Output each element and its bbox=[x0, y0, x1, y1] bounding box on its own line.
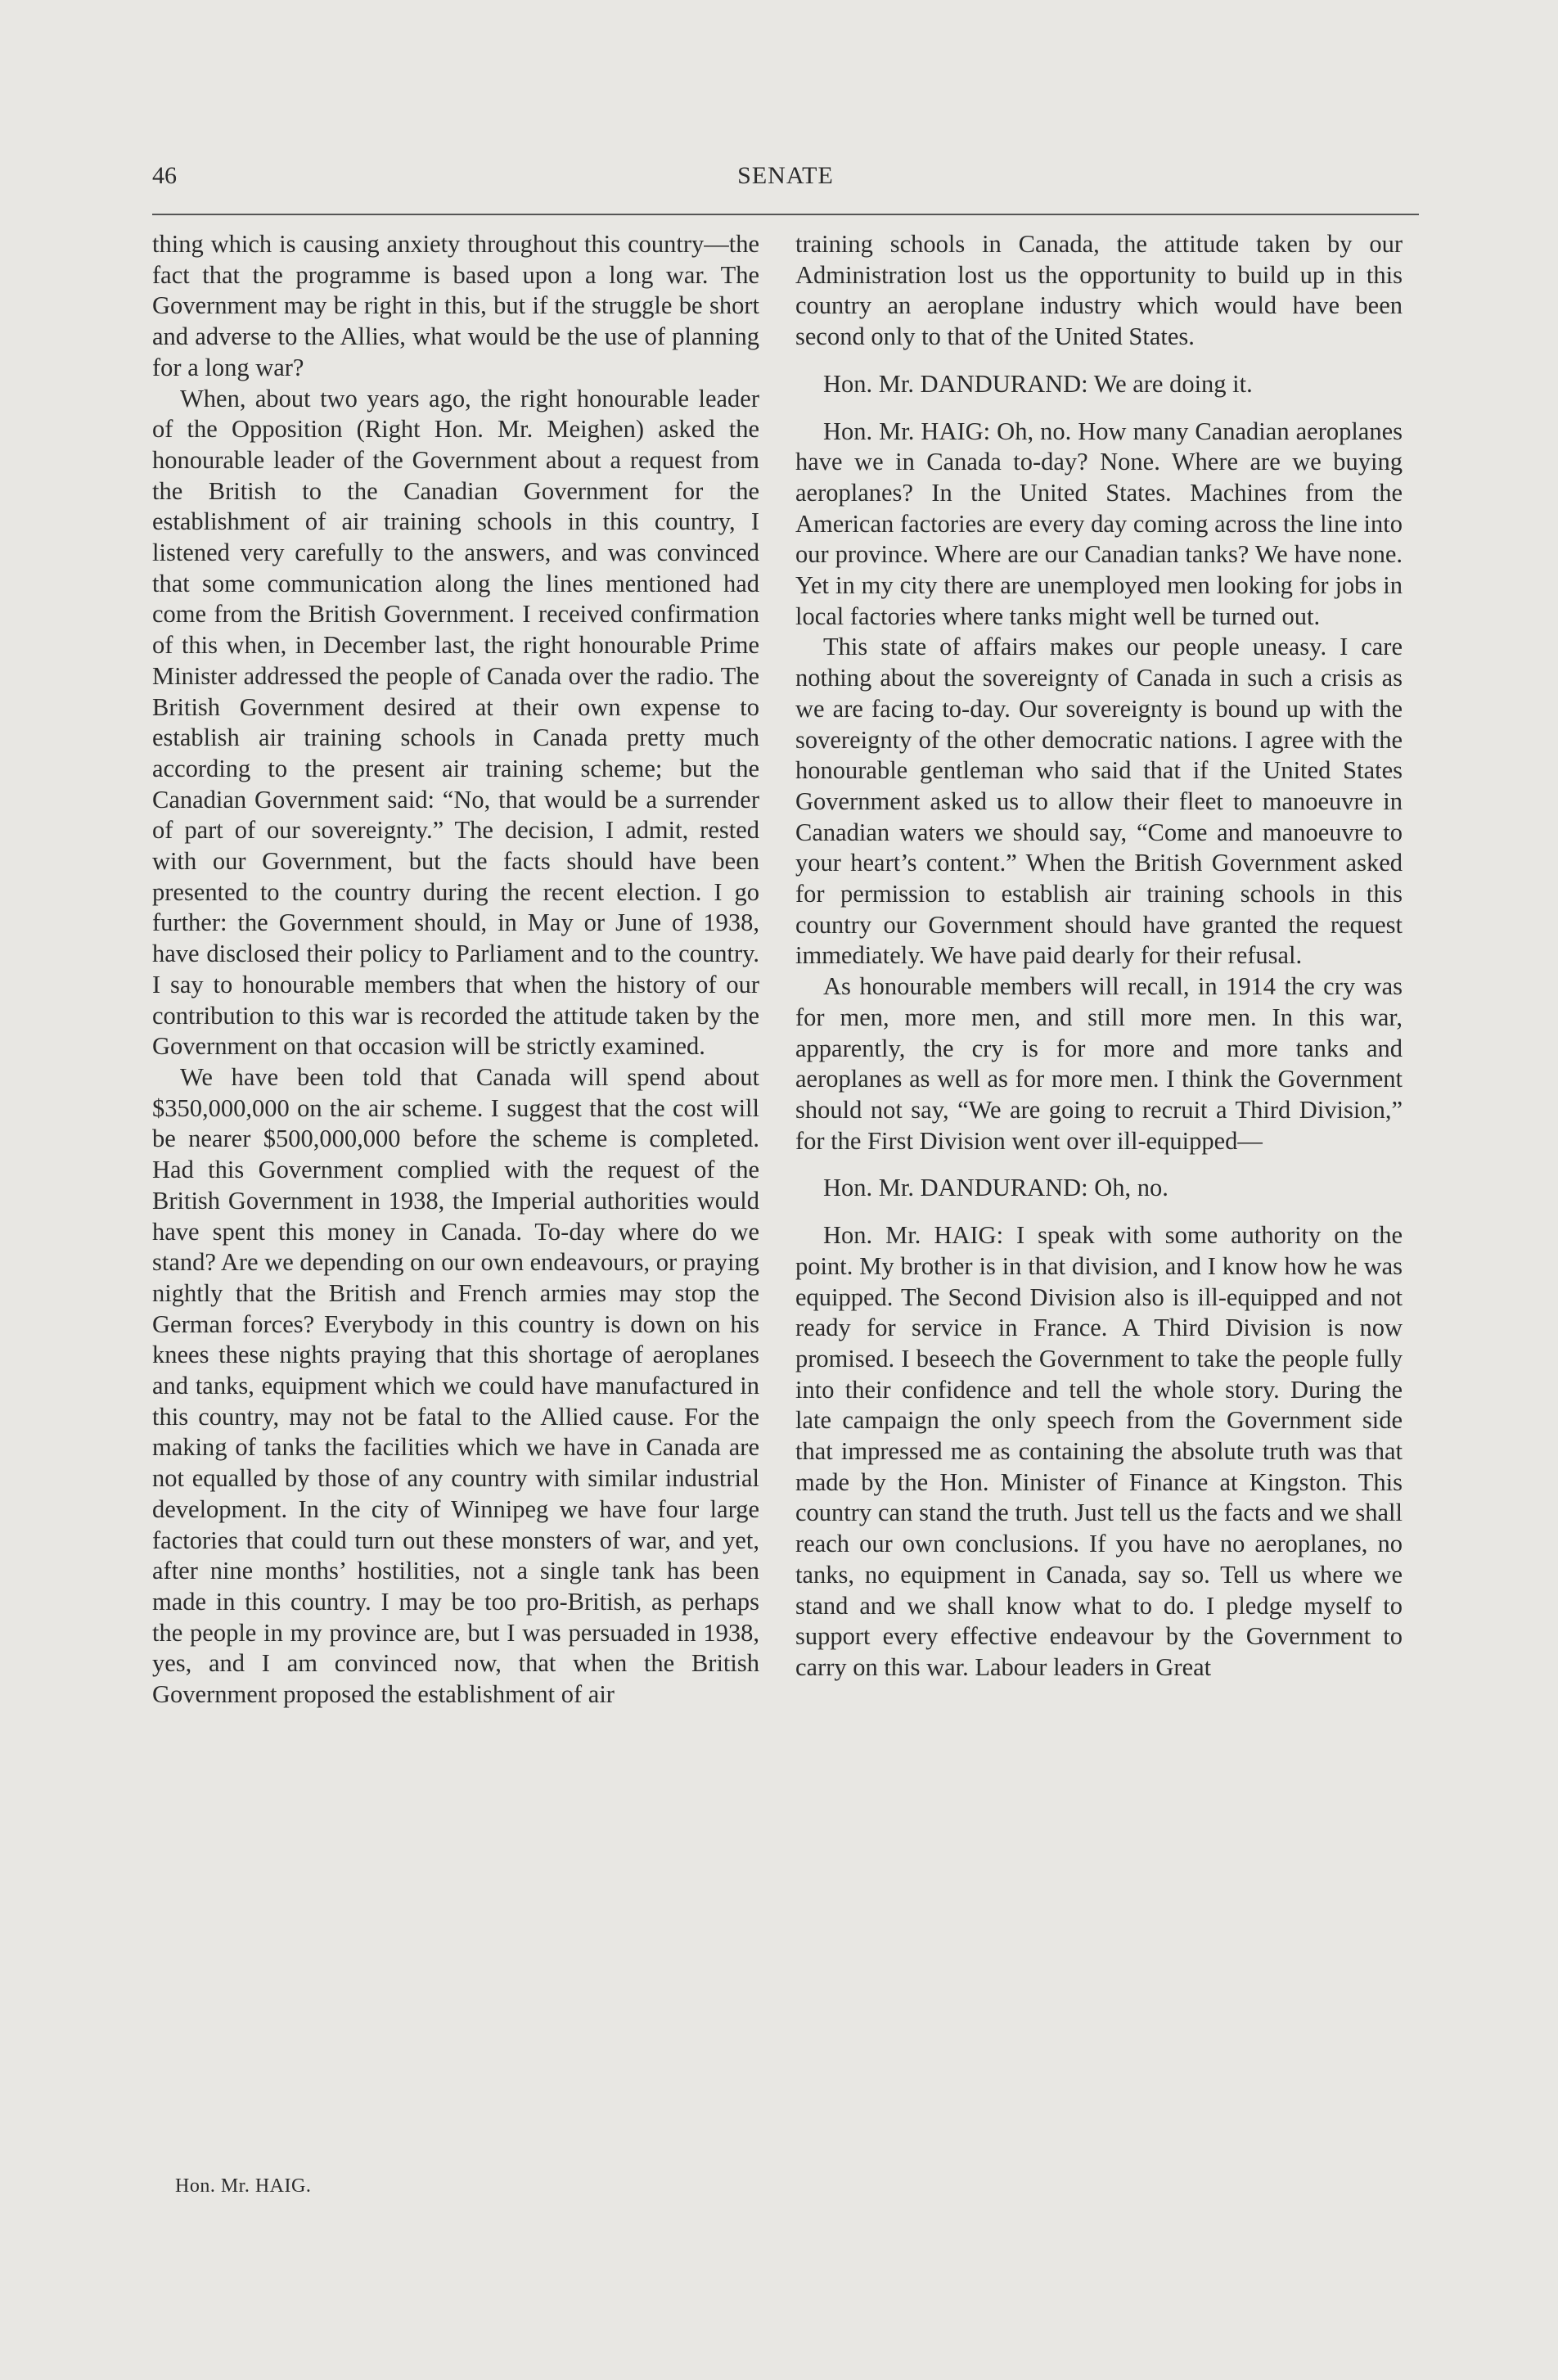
footer-speaker-mark: Hon. Mr. HAIG. bbox=[175, 2175, 312, 2197]
paragraph: We have been told that Canada will spend about $350,000,000 on the air scheme. I suggest that the cost will be nearer $500,000,000 before the scheme is completed. Had this Government complied with the request of the British Government in 1938, the Imperial authorities would have spent this money in Canada. To-day where do we stand? Are we depending on our own endeavours, or praying nightly that the British and French armies may stop the German forces? Everybody in this country is down on his knees these nights praying that this shortage of aeroplanes and tanks, equipment which we could have manufactured in this country, may not be fatal to the Allied cause. For the making of tanks the facilities which we have in Canada are not equalled by those of any country with similar industrial development. In the city of Winnipeg we have four large factories that could turn out these monsters of war, and yet, after nine months’ hostilities, not a single tank has been made in this country. I may be too pro-British, as perhaps the people in my province are, but I was persuaded in 1938, yes, and I am convinced now, that when the British Government proposed the establishment of air bbox=[152, 1062, 759, 1709]
paragraph: This state of affairs makes our people uneasy. I care nothing about the sovereignty of Canada in such a crisis as we are facing to-day. Our sovereignty is bound up with the sovereignty of the other democratic nations. I agree with the honourable gentleman who said that if the United States Government asked us to allow their fleet to manoeuvre in Canadian waters we should say, “Come and manoeuvre to your heart’s content.” When the British Government asked for permission to establish air training schools in this country our Government should have granted the request immediately. We have paid dearly for their refusal. bbox=[795, 633, 1403, 970]
paragraph: When, about two years ago, the right honourable leader of the Opposition (Right Hon. Mr. Meighen) asked the honourable leader of the Government about a request from the British to the Canadian Government for the establishment of air training schools in this country, I listened very carefully to the answers, and was convinced that some communication along the lines mentioned had come from the British Government. I received confirmation of this when, in December last, the right honourable Prime Minister addressed the people of Canada over the radio. The British Government desired at their own expense to establish air training schools in Canada pretty much according to the present air training scheme; but the Canadian Government said: “No, that would be a surrender of part of our sovereignty.” The decision, I admit, rested with our Government, but the facts should have been presented to the country during the recent election. I go further: the Government should, in May or June of 1938, have disclosed their policy to Parliament and to the country. I say to honourable members that when the history of our contribution to this war is recorded the attitude taken by the Government on that occasion will be strictly examined. bbox=[152, 384, 759, 1061]
speaker-line: Hon. Mr. DANDURAND: We are doing it. bbox=[823, 369, 1253, 398]
page-header bbox=[152, 162, 1419, 198]
paragraph: training schools in Canada, the attitude taken by our Administration lost us the opportunity to build up in this country an aeroplane industry which would have been second only to that of the United States. bbox=[795, 230, 1403, 351]
paragraph: thing which is causing anxiety throughout this country—the fact that the programme is based upon a long war. The Government may be right in this, but if the struggle be short and adverse to the Allies, what would be the use of planning for a long war? bbox=[152, 230, 759, 381]
running-head: SENATE bbox=[737, 162, 834, 189]
left-column bbox=[152, 229, 759, 1711]
speaker-line: Hon. Mr. DANDURAND: Oh, no. bbox=[823, 1174, 1168, 1202]
page-number: 46 bbox=[152, 162, 177, 189]
paragraph: As honourable members will recall, in 1914 the cry was for men, more men, and still more men. In this war, apparently, the cry is for more and more tanks and aeroplanes as well as for more men. I think the Government should not say, “We are going to recruit a Third Division,” for the First Division went over ill-equipped— bbox=[795, 972, 1403, 1155]
paragraph: Hon. Mr. HAIG: Oh, no. How many Canadian aeroplanes have we in Canada to-day? None. Where are we buying aeroplanes? In the United States. Machines from the American factories are every day coming across the line into our province. Where are our Canadian tanks? We have none. Yet in my city there are unemployed men looking for jobs in local factories where tanks might well be turned out. bbox=[795, 417, 1403, 630]
header-rule bbox=[152, 214, 1419, 215]
right-column bbox=[795, 229, 1403, 1684]
paragraph: Hon. Mr. HAIG: I speak with some authority on the point. My brother is in that division, and I know how he was equipped. The Second Division also is ill-equipped and not ready for service in France. A Third Division is now promised. I beseech the Government to take the people fully into their confidence and tell the whole story. During the late campaign the only speech from the Government side that impressed me as containing the absolute truth was that made by the Hon. Minister of Finance at Kingston. This country can stand the truth. Just tell us the facts and we shall reach our own conclusions. If you have no aeroplanes, no tanks, no equipment in Canada, say so. Tell us where we stand and we shall know what to do. I pledge myself to support every effective endeavour by the Government to carry on this war. Labour leaders in Great bbox=[795, 1221, 1403, 1681]
